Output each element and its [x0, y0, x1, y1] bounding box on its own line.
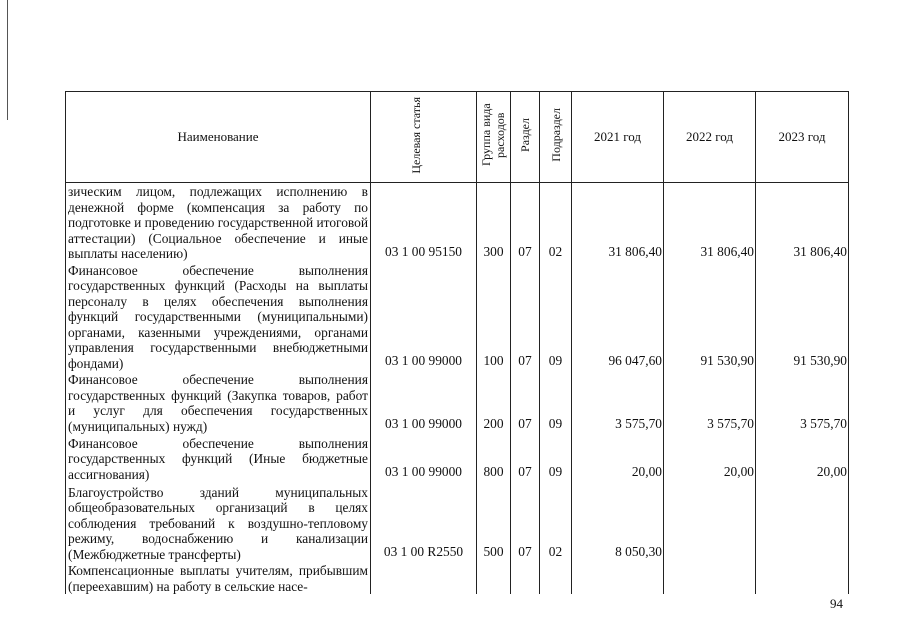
row-article: 03 1 00 99000 [371, 371, 477, 434]
row-2022: 3 575,70 [664, 371, 756, 434]
row-name: Благоустройство зданий муниципальных общеобразовательных организаций в целях соблюдения требований к воздушно-тепловому режиму, водоснабжению и канализации (Межбюджетные трансферты) [66, 482, 371, 562]
header-name: Наименование [66, 92, 371, 183]
row-section: 07 [511, 262, 540, 372]
row-subsection: 09 [540, 262, 572, 372]
row-2023: 20,00 [756, 434, 849, 482]
row-section: 07 [511, 183, 540, 262]
row-2022: 31 806,40 [664, 183, 756, 262]
row-2021 [572, 562, 664, 594]
table-row [66, 371, 849, 434]
row-2023 [756, 562, 849, 594]
table-row [66, 562, 849, 594]
row-2022 [664, 482, 756, 562]
row-group: 200 [477, 371, 511, 434]
scan-margin-line [7, 0, 8, 120]
table-row [66, 434, 849, 482]
header-expense-group: Группа вида расходов [477, 92, 511, 183]
row-name: Финансовое обеспечение выполнения государственных функций (Иные бюджетные ассигнования) [66, 434, 371, 482]
row-2021: 31 806,40 [572, 183, 664, 262]
header-year-2023: 2023 год [756, 92, 849, 183]
row-group [477, 562, 511, 594]
row-group: 500 [477, 482, 511, 562]
row-2022 [664, 562, 756, 594]
table-row [66, 482, 849, 562]
row-name: Финансовое обеспечение выполнения государственных функций (Закупка товаров, работ и услуг для обеспечения государственных (муниципальных) нужд) [66, 371, 371, 434]
row-2022: 91 530,90 [664, 262, 756, 372]
row-2021: 20,00 [572, 434, 664, 482]
row-subsection [540, 562, 572, 594]
row-name: зическим лицом, подлежащих исполнению в денежной форме (компенсация за работу по подготовке и проведению государственной итоговой аттестации) (Социальное обеспечение и иные выплаты населению) [66, 183, 371, 262]
row-2022: 20,00 [664, 434, 756, 482]
header-year-2022: 2022 год [664, 92, 756, 183]
budget-table [65, 91, 849, 594]
row-group: 100 [477, 262, 511, 372]
row-section: 07 [511, 434, 540, 482]
row-group: 800 [477, 434, 511, 482]
row-group: 300 [477, 183, 511, 262]
row-article: 03 1 00 99000 [371, 434, 477, 482]
row-subsection: 02 [540, 482, 572, 562]
header-target-article: Целевая статья [371, 92, 477, 183]
row-2023: 31 806,40 [756, 183, 849, 262]
row-article: 03 1 00 95150 [371, 183, 477, 262]
row-article: 03 1 00 R2550 [371, 482, 477, 562]
row-2023 [756, 482, 849, 562]
page-number: 94 [830, 596, 843, 611]
row-2023: 3 575,70 [756, 371, 849, 434]
row-2021: 8 050,30 [572, 482, 664, 562]
row-subsection: 02 [540, 183, 572, 262]
row-name: Финансовое обеспечение выполнения государственных функций (Расходы на выплаты персоналу в целях обеспечения выполнения функций государственными (муниципальными) органами, казенными учреждениями, органами управления государственными внебюджетными фондами) [66, 262, 371, 372]
table-header-row [66, 92, 849, 183]
row-article: 03 1 00 99000 [371, 262, 477, 372]
row-section: 07 [511, 371, 540, 434]
row-subsection: 09 [540, 434, 572, 482]
header-year-2021: 2021 год [572, 92, 664, 183]
row-name: Компенсационные выплаты учителям, прибывшим (переехавшим) на работу в сельские насе- [66, 562, 371, 594]
row-subsection: 09 [540, 371, 572, 434]
table-row [66, 183, 849, 262]
row-2021: 3 575,70 [572, 371, 664, 434]
row-section [511, 562, 540, 594]
row-2023: 91 530,90 [756, 262, 849, 372]
table-row [66, 262, 849, 372]
header-section: Раздел [511, 92, 540, 183]
header-subsection: Подраздел [540, 92, 572, 183]
row-article [371, 562, 477, 594]
row-2021: 96 047,60 [572, 262, 664, 372]
row-section: 07 [511, 482, 540, 562]
